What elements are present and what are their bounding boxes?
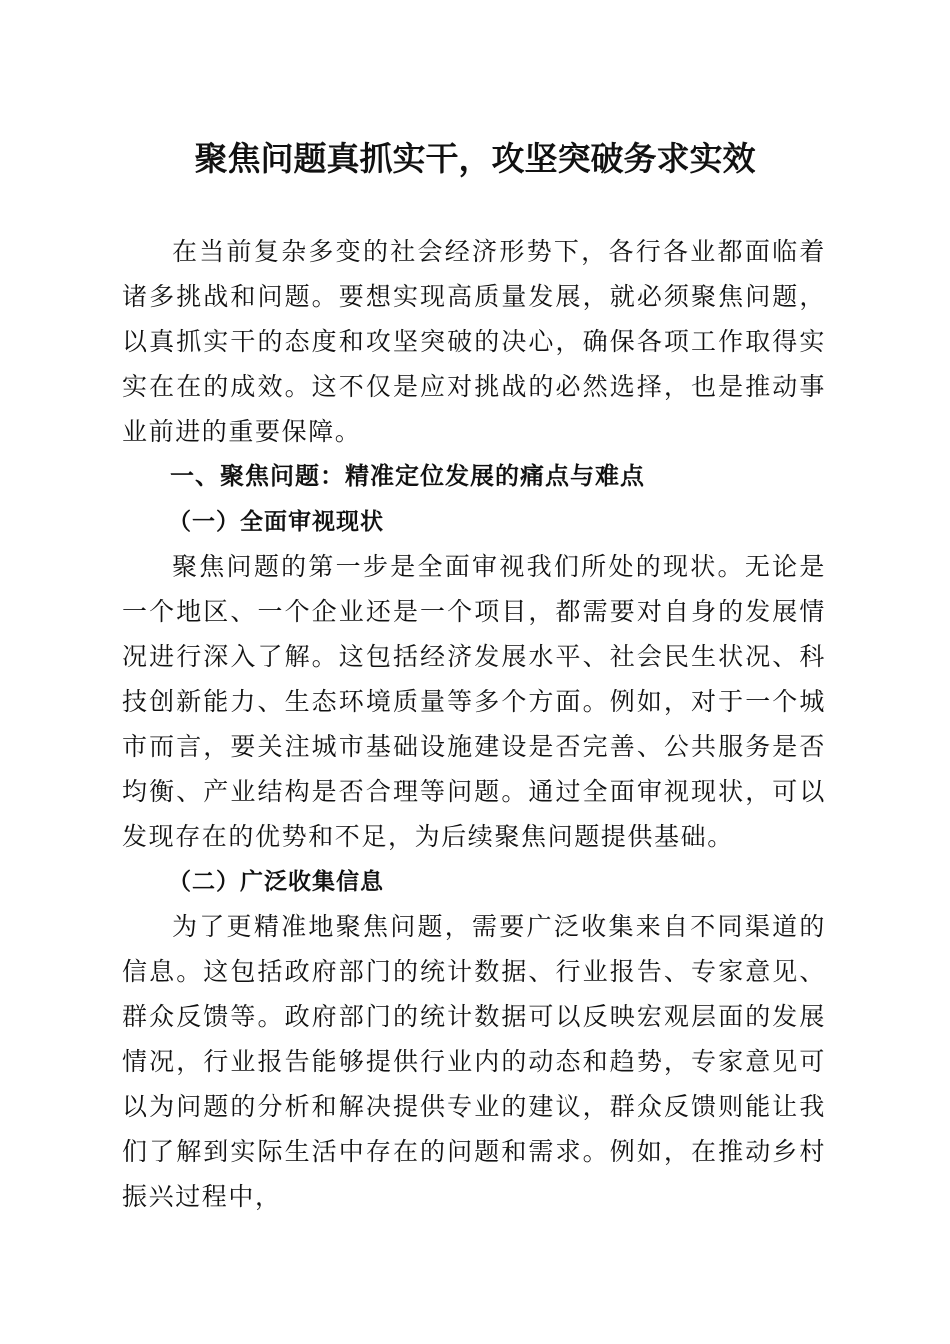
subsection-heading-2: （二）广泛收集信息 xyxy=(168,868,384,895)
section-heading-1: 一、聚焦问题：精准定位发展的痛点与难点 xyxy=(170,462,645,490)
document-title: 聚焦问题真抓实干，攻坚突破务求实效 xyxy=(194,139,756,178)
subsection-paragraph-2: 为了更精准地聚焦问题，需要广泛收集来自不同渠道的信息。这包括政府部门的统计数据、行业报告、专家意见、群众反馈等。政府部门的统计数据可以反映宏观层面的发展情况，行业报告能够提供行业内的动态和趋势，专家意见可以为问题的分析和解决提供专业的建议，群众反馈则能让我们了解到实际生活中存在的问题和需求。例如，在推动乡村振兴过程中， xyxy=(122,912,826,1211)
subsection-heading-1: （一）全面审视现状 xyxy=(168,508,384,535)
subsection-paragraph-1: 聚焦问题的第一步是全面审视我们所处的现状。无论是一个地区、一个企业还是一个项目，都需要对自身的发展情况进行深入了解。这包括经济发展水平、社会民生状况、科技创新能力、生态环境质量等多个方面。例如，对于一个城市而言，要关注城市基础设施建设是否完善、公共服务是否均衡、产业结构是否合理等问题。通过全面审视现状，可以发现存在的优势和不足，为后续聚焦问题提供基础。 xyxy=(122,552,826,851)
intro-paragraph: 在当前复杂多变的社会经济形势下，各行各业都面临着诸多挑战和问题。要想实现高质量发展，就必须聚焦问题，以真抓实干的态度和攻坚突破的决心，确保各项工作取得实实在在的成效。这不仅是应对挑战的必然选择，也是推动事业前进的重要保障。 xyxy=(122,237,826,446)
document-body xyxy=(122,229,826,1219)
